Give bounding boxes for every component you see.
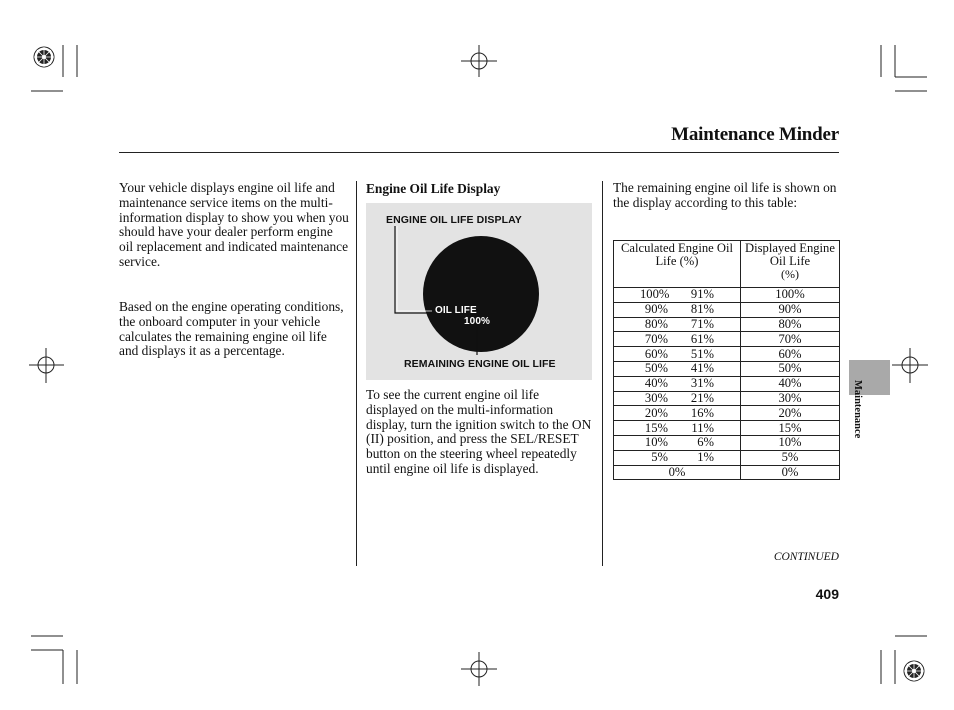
section-side-label: Maintenance [852, 380, 863, 439]
calculated-cell [614, 332, 741, 347]
computer-paragraph: Based on the engine operating conditions, the onboard computer in your vehicle calculates the remaining engine oil life and displays it as a percentage. [119, 299, 344, 359]
registration-star-icon [904, 661, 924, 681]
calc-lower-value: 51% [690, 346, 714, 361]
displayed-cell: 60% [741, 347, 840, 362]
calculated-cell [614, 406, 741, 421]
calculated-cell [614, 421, 741, 436]
displayed-cell: 5% [741, 450, 840, 465]
oil-life-table [613, 240, 840, 480]
calc-upper-value: 15% [644, 420, 668, 435]
header-displayed: Displayed Engine Oil Life (%) [741, 241, 840, 288]
table-row [614, 450, 840, 465]
calc-upper-value: 30% [644, 390, 668, 405]
oil-life-display-illustration [366, 203, 592, 380]
displayed-cell: 40% [741, 376, 840, 391]
column-divider [356, 181, 357, 566]
table-row [614, 288, 840, 303]
column-divider [602, 181, 603, 566]
calculated-cell [614, 302, 741, 317]
table-row [614, 435, 840, 450]
calc-upper-value: 60% [644, 346, 668, 361]
displayed-cell: 30% [741, 391, 840, 406]
calc-upper-value: 80% [644, 316, 668, 331]
calc-upper-value: 5% [651, 450, 668, 465]
calculated-cell [614, 376, 741, 391]
displayed-cell: 20% [741, 406, 840, 421]
table-row [614, 391, 840, 406]
header-calculated: Calculated Engine Oil Life (%) [614, 241, 741, 288]
table-row [614, 465, 840, 480]
calculated-cell [614, 391, 741, 406]
calculated-cell [614, 361, 741, 376]
calc-upper-value: 20% [644, 405, 668, 420]
table-row [614, 317, 840, 332]
section-heading: Engine Oil Life Display [366, 181, 501, 196]
calc-lower-value: 31% [690, 376, 714, 391]
displayed-cell: 0% [741, 465, 840, 480]
page-title: Maintenance Minder [671, 124, 839, 145]
table-row [614, 421, 840, 436]
displayed-cell: 10% [741, 435, 840, 450]
table-row [614, 347, 840, 362]
calculated-cell [614, 450, 741, 465]
calculated-cell [614, 288, 741, 303]
displayed-cell: 70% [741, 332, 840, 347]
calculated-cell [614, 465, 741, 480]
table-header-row [614, 241, 840, 288]
calc-lower-value: 21% [690, 390, 714, 405]
calc-lower-value: 11% [691, 420, 714, 435]
intro-paragraph: Your vehicle displays engine oil life and maintenance service items on the multi-information display to show you when you should have your dealer perform engine oil replacement and indicated maintenance service. [119, 180, 349, 269]
calc-lower-value: 71% [690, 316, 714, 331]
calc-lower-value: 61% [690, 331, 714, 346]
table-row [614, 376, 840, 391]
calculated-cell [614, 435, 741, 450]
calc-lower-value: 41% [690, 361, 714, 376]
calc-upper-value: 100% [640, 287, 670, 302]
calc-upper-value: 10% [644, 435, 668, 450]
table-row [614, 406, 840, 421]
instructions-paragraph: To see the current engine oil life displayed on the multi-information display, turn the ignition switch to the ON (II) position, and press the SEL/RESET button on the steering wheel repeatedly until engine oil life is displayed. [366, 387, 592, 476]
displayed-cell: 50% [741, 361, 840, 376]
calc-upper-value: 50% [644, 361, 668, 376]
table-intro-paragraph: The remaining engine oil life is shown on the display according to this table: [613, 180, 837, 210]
oil-life-figure [366, 203, 592, 380]
display-percentage-text: 100% [464, 316, 490, 327]
calculated-cell [614, 317, 741, 332]
calc-lower-value: 81% [690, 302, 714, 317]
title-rule [119, 152, 839, 153]
calc-upper-value: 70% [644, 331, 668, 346]
table-row [614, 332, 840, 347]
calc-lower-value: 16% [690, 405, 714, 420]
table-row [614, 361, 840, 376]
calc-lower-value: 91% [690, 287, 714, 302]
displayed-cell: 80% [741, 317, 840, 332]
calc-lower-value: 6% [697, 435, 714, 450]
calculated-cell [614, 347, 741, 362]
displayed-cell: 90% [741, 302, 840, 317]
display-oil-life-text: OIL LIFE [435, 305, 477, 316]
continued-label: CONTINUED [773, 551, 839, 563]
registration-star-icon [34, 47, 54, 67]
displayed-cell: 100% [741, 288, 840, 303]
calc-upper-value: 0% [668, 464, 686, 479]
page-number: 409 [815, 586, 839, 602]
displayed-cell: 15% [741, 421, 840, 436]
calc-upper-value: 40% [644, 376, 668, 391]
figure-label-bottom: REMAINING ENGINE OIL LIFE [404, 358, 556, 370]
calc-lower-value: 1% [697, 450, 714, 465]
calc-upper-value: 90% [644, 302, 668, 317]
figure-label-top: ENGINE OIL LIFE DISPLAY [386, 214, 522, 226]
table-row [614, 302, 840, 317]
